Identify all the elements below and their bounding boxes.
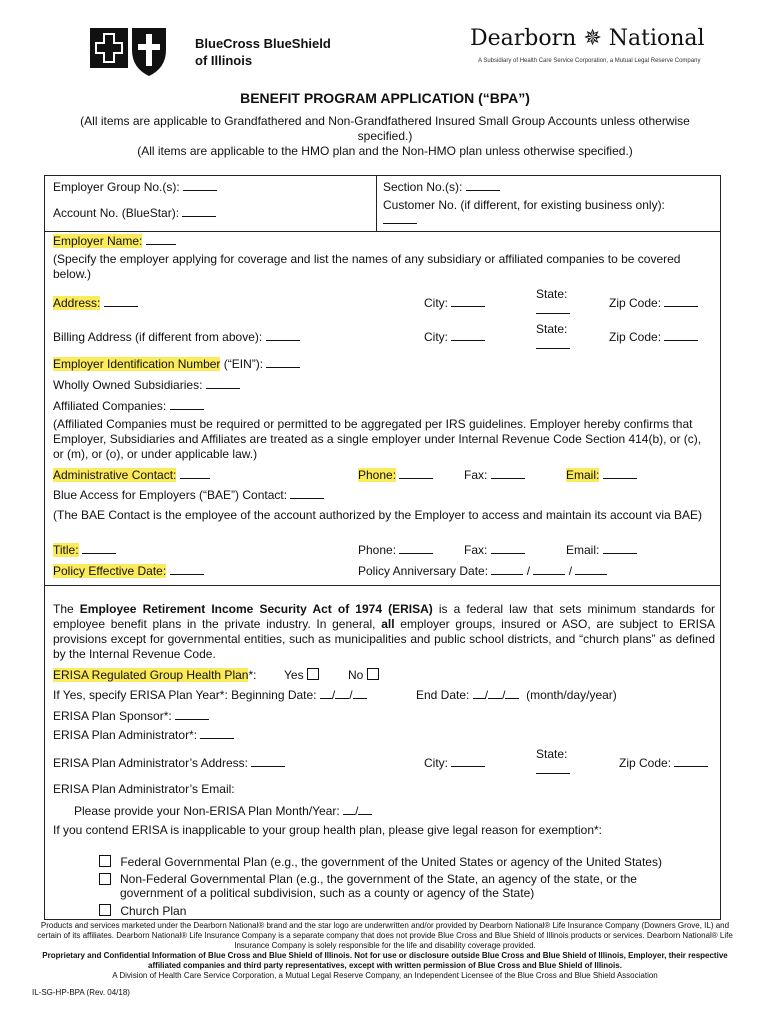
account-no-field[interactable] — [53, 206, 216, 220]
begin-month-input[interactable] — [320, 688, 332, 699]
contact-phone-label: Phone: — [358, 543, 397, 557]
phone-input[interactable] — [399, 468, 433, 479]
admin-zip-field[interactable] — [619, 756, 708, 770]
contact-fax-label: Fax: — [464, 543, 488, 557]
option-non-federal[interactable] — [99, 872, 699, 900]
date-separator: / — [355, 804, 359, 818]
erisa-regulated-label: ERISA Regulated Group Health Plan — [53, 668, 249, 682]
section-no-input[interactable] — [466, 180, 500, 191]
non-erisa-year-label: Please provide your Non-ERISA Plan Month/Year: — [74, 804, 340, 818]
contact-fax-field[interactable] — [464, 543, 525, 557]
erisa-no-label: No — [348, 668, 364, 682]
subsidiaries-field[interactable] — [53, 378, 240, 392]
begin-year-input[interactable] — [353, 688, 367, 699]
federal-plan-checkbox[interactable] — [99, 855, 111, 867]
date-separator: / — [568, 564, 573, 578]
subsidiaries-input[interactable] — [206, 378, 240, 389]
employer-group-no-input[interactable] — [183, 180, 217, 191]
erisa-end-date-field[interactable] — [416, 688, 617, 702]
fax-field[interactable] — [464, 468, 525, 482]
federal-plan-label: Federal Governmental Plan (e.g., the government of the United States or agency of the United States) — [120, 855, 662, 869]
billing-zip-field[interactable] — [609, 330, 698, 344]
administrator-input[interactable] — [200, 728, 234, 739]
erisa-yes-option[interactable] — [284, 668, 319, 682]
bcbs-logo — [88, 24, 168, 78]
administrator-label: ERISA Plan Administrator*: — [53, 728, 198, 742]
ein-suffix: (“EIN”): — [223, 357, 264, 371]
date-separator: / — [502, 688, 506, 702]
erisa-no-checkbox[interactable] — [367, 668, 379, 680]
erisa-intro — [53, 602, 715, 662]
affiliated-field[interactable] — [53, 399, 204, 413]
admin-zip-input[interactable] — [674, 756, 708, 767]
contact-email-input[interactable] — [603, 543, 637, 554]
account-no-label: Account No. (BlueStar): — [53, 206, 180, 220]
billing-city-label: City: — [424, 330, 448, 344]
admin-zip-label: Zip Code: — [619, 756, 672, 770]
title-input[interactable] — [82, 543, 116, 554]
admin-city-label: City: — [424, 756, 448, 770]
policy-effective-input[interactable] — [170, 564, 204, 575]
erisa-plan-year-field[interactable] — [53, 688, 367, 702]
email-label: Email: — [566, 468, 600, 482]
erisa-intro-bold: Employee Retirement Income Security Act of 1974 (ERISA) — [79, 602, 433, 616]
footer-division: A Division of Health Care Service Corporation, a Mutual Legal Reserve Company, an Independent Licensee of the Blue Cross and Blue Shield Association — [112, 971, 658, 980]
employer-name-input[interactable] — [146, 234, 176, 245]
end-day-input[interactable] — [488, 688, 502, 699]
admin-state-label: State: — [536, 747, 568, 761]
admin-address-input[interactable] — [251, 756, 285, 767]
divider — [376, 175, 377, 231]
plan-year-label: If Yes, specify ERISA Plan Year*: Beginning Date: — [53, 688, 317, 702]
email-field[interactable] — [566, 468, 637, 482]
divider — [44, 231, 721, 232]
city-field[interactable] — [424, 296, 485, 310]
contact-email-field[interactable] — [566, 543, 637, 557]
contact-fax-input[interactable] — [491, 543, 525, 554]
form-number: IL-SG-HP-BPA (Rev. 04/18) — [32, 988, 130, 997]
option-church[interactable] — [99, 904, 186, 918]
phone-label: Phone: — [358, 468, 397, 482]
email-input[interactable] — [603, 468, 637, 479]
subtitle-grandfathered: (All items are applicable to Grandfathered and Non-Grandfathered Insured Small Group Accounts unless otherwise specified.) — [80, 114, 690, 143]
non-federal-plan-label: Non-Federal Governmental Plan (e.g., the government of the State, an agency of the state, or the government of a political subdivision, such as a county or agency of the State) — [120, 872, 637, 900]
address-label: Address: — [53, 296, 101, 310]
billing-city-field[interactable] — [424, 330, 485, 344]
begin-day-input[interactable] — [335, 688, 349, 699]
bae-note: (The BAE Contact is the employee of the account authorized by the Employer to access and maintain its account via BAE) — [53, 508, 703, 522]
dn-logo-left: Dearborn — [470, 26, 577, 51]
employer-group-no-label: Employer Group No.(s): — [53, 180, 180, 194]
date-separator: / — [349, 688, 353, 702]
footer-proprietary: Proprietary and Confidential Information of Blue Cross and Blue Shield of Illinois. Not for use or disclosure outside Blue Cross and Blue Shield of Illinois, Employer, their respective affiliated companies and third party representatives, except with written permission of Blue Cross and Blue Shield of Illinois. — [42, 951, 728, 970]
anniversary-month-input[interactable] — [491, 564, 523, 575]
option-federal[interactable] — [99, 855, 662, 869]
bae-contact-input[interactable] — [290, 488, 324, 499]
date-separator: / — [331, 688, 336, 702]
date-separator: / — [484, 688, 489, 702]
affiliated-label: Affiliated Companies: — [53, 399, 167, 413]
admin-contact-input[interactable] — [180, 468, 210, 479]
dn-logo-right: National — [608, 26, 705, 51]
account-no-input[interactable] — [182, 206, 216, 217]
billing-state-label: State: — [536, 322, 568, 336]
employer-group-no-field[interactable] — [53, 180, 217, 194]
date-format-hint: (month/day/year) — [526, 688, 617, 702]
address-field[interactable] — [53, 296, 138, 310]
divider — [44, 585, 721, 586]
state-input[interactable] — [536, 303, 570, 314]
admin-address-field[interactable] — [53, 756, 285, 770]
contact-email-label: Email: — [566, 543, 600, 557]
contact-phone-input[interactable] — [399, 543, 433, 554]
bcbs-company-name — [195, 35, 331, 69]
bcbs-name-line1: BlueCross BlueShield — [195, 36, 331, 51]
end-year-input[interactable] — [505, 688, 519, 699]
subsidiaries-label: Wholly Owned Subsidiaries: — [53, 378, 203, 392]
admin-city-input[interactable] — [451, 756, 485, 767]
erisa-administrator-field[interactable] — [53, 728, 234, 742]
affiliated-note: (Affiliated Companies must be required or permitted to be aggregated per IRS guidelines. Employer hereby confirms that Employer, Subsidiaries and Affiliates are treated as a single employer under Internal Revenue Code Section 414(b), or (c), or (m), or (o), or under applicable law.) — [53, 417, 702, 461]
page-title: BENEFIT PROGRAM APPLICATION (“BPA”) — [240, 90, 530, 106]
fax-input[interactable] — [491, 468, 525, 479]
footer-disclaimer: Products and services marketed under the Dearborn National® brand and the star logo are underwritten and/or provided by Dearborn National® Life Insurance Company (Downers Grove, IL) and certain of its affiliates. Dearborn National® Life Insurance Company is a separate company that does not provide Blue Cross and Blue Shield of Illinois products or services. Dearborn National® Life Insurance Company is solely responsible for the life and disability coverage provided. — [37, 921, 733, 950]
admin-address-label: ERISA Plan Administrator’s Address: — [53, 756, 248, 770]
bae-contact-field[interactable] — [53, 488, 324, 502]
bcbs-name-line2: of Illinois — [195, 53, 253, 68]
star-icon: ✵ — [583, 26, 602, 51]
exemption-label: If you contend ERISA is inapplicable to your group health plan, please give legal reason for exemption*: — [53, 823, 603, 837]
section-no-field[interactable] — [383, 180, 500, 194]
customer-no-label: Customer No. (if different, for existing business only): — [383, 198, 665, 212]
policy-anniversary-label: Policy Anniversary Date: — [358, 564, 489, 578]
church-plan-checkbox[interactable] — [99, 904, 111, 916]
church-plan-label: Church Plan — [120, 904, 187, 918]
section-no-label: Section No.(s): — [383, 180, 463, 194]
zip-label: Zip Code: — [609, 296, 662, 310]
billing-address-field[interactable] — [53, 330, 300, 344]
anniversary-year-input[interactable] — [575, 564, 607, 575]
admin-contact-label: Administrative Contact: — [53, 468, 177, 482]
dearborn-national-logo — [470, 22, 720, 56]
subtitle-hmo: (All items are applicable to the HMO plan and the Non-HMO plan unless otherwise specified.) — [137, 144, 633, 158]
contact-phone-field[interactable] — [358, 543, 433, 557]
erisa-regulated-field — [53, 668, 256, 682]
customer-no-input[interactable] — [383, 213, 417, 224]
policy-effective-field[interactable] — [53, 564, 204, 578]
blue-shield-icon — [132, 28, 166, 76]
non-erisa-year-input[interactable] — [358, 804, 372, 815]
end-month-input[interactable] — [473, 688, 485, 699]
billing-zip-input[interactable] — [664, 330, 698, 341]
employer-name-field[interactable] — [53, 234, 176, 248]
end-date-label: End Date: — [416, 688, 470, 702]
dearborn-tagline: A Subsidiary of Health Care Service Corporation, a Mutual Legal Reserve Company — [478, 58, 701, 64]
admin-state-input[interactable] — [536, 763, 570, 774]
address-input[interactable] — [104, 296, 138, 307]
sponsor-input[interactable] — [175, 709, 209, 720]
erisa-sponsor-field[interactable] — [53, 709, 209, 723]
policy-effective-label: Policy Effective Date: — [53, 564, 167, 578]
phone-field[interactable] — [358, 468, 433, 482]
city-label: City: — [424, 296, 448, 310]
admin-email-label: ERISA Plan Administrator’s Email: — [53, 782, 235, 796]
bae-contact-label: Blue Access for Employers (“BAE”) Contact: — [53, 488, 288, 502]
title-field[interactable] — [53, 543, 116, 557]
erisa-yes-label: Yes — [284, 668, 304, 682]
affiliated-input[interactable] — [170, 399, 204, 410]
erisa-regulated-suffix: *: — [248, 668, 257, 682]
erisa-yes-checkbox[interactable] — [307, 668, 319, 680]
title-label: Title: — [53, 543, 79, 557]
zip-input[interactable] — [664, 296, 698, 307]
billing-state-input[interactable] — [536, 338, 570, 349]
blue-cross-icon — [90, 28, 128, 68]
admin-contact-field[interactable] — [53, 468, 210, 482]
erisa-intro-all: all — [381, 617, 395, 631]
sponsor-label: ERISA Plan Sponsor*: — [53, 709, 172, 723]
erisa-intro-text: is a federal law that sets minimum standards for employee benefit plans in the private industry. In general, — [53, 602, 716, 631]
ein-field[interactable] — [53, 357, 300, 371]
non-erisa-month-input[interactable] — [343, 804, 355, 815]
erisa-intro-text: employer groups, insured or ASO, are subject to ERISA provisions except for governmental entities, such as municipalities and public school districts, and “church plans” as defined by the Internal Revenue Code. — [53, 617, 715, 661]
date-separator: / — [526, 564, 531, 578]
billing-city-input[interactable] — [451, 330, 485, 341]
employer-name-note: (Specify the employer applying for coverage and list the names of any subsidiary or affiliated companies to be covered below.) — [53, 252, 681, 281]
non-federal-plan-checkbox[interactable] — [99, 873, 111, 885]
policy-anniversary-field[interactable] — [358, 564, 607, 578]
fax-label: Fax: — [464, 468, 488, 482]
billing-address-input[interactable] — [266, 330, 300, 341]
erisa-no-option[interactable] — [348, 668, 379, 682]
ein-input[interactable] — [266, 357, 300, 368]
footer — [30, 921, 740, 981]
billing-zip-label: Zip Code: — [609, 330, 662, 344]
ein-label: Employer Identification Number — [53, 357, 221, 371]
employer-name-label: Employer Name: — [53, 234, 143, 248]
zip-field[interactable] — [609, 296, 698, 310]
state-label: State: — [536, 287, 568, 301]
non-erisa-year-field[interactable] — [74, 804, 372, 818]
admin-city-field[interactable] — [424, 756, 485, 770]
anniversary-day-input[interactable] — [533, 564, 565, 575]
billing-address-label: Billing Address (if different from above): — [53, 330, 263, 344]
erisa-intro-text: The — [53, 602, 80, 616]
city-input[interactable] — [451, 296, 485, 307]
